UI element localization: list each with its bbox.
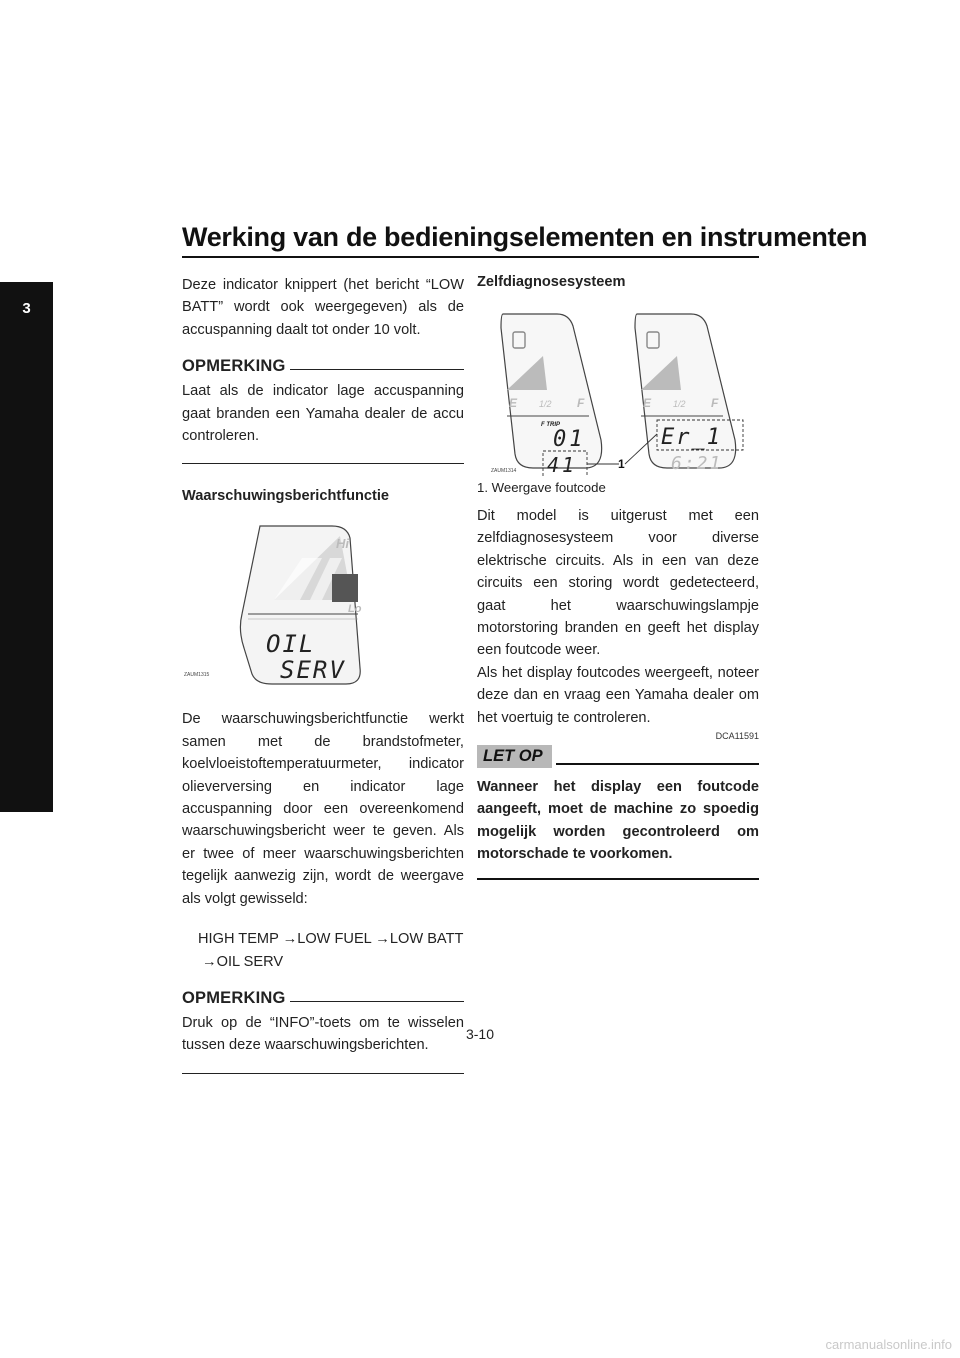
notice-text: Wanneer het display een foutcode aangeeft, moet de machine zo spoedig mogelijk worden gecontroleerd om motorschade te voorkomen.	[477, 779, 759, 863]
note-rule	[290, 369, 464, 370]
note-label-2: OPMERKING	[182, 988, 286, 1007]
intro-paragraph: Deze indicator knippert (het bericht “LOW BATT” wordt ook weergegeven) als de accuspanning daalt tot onder 10 volt.	[182, 277, 464, 338]
error-display-illustration	[477, 304, 759, 476]
chapter-number: 3	[22, 300, 31, 317]
note-end-rule-2	[182, 1073, 464, 1074]
note-label: OPMERKING	[182, 357, 286, 376]
lo-label: Lo	[348, 603, 362, 616]
notice-code: DCA11591	[715, 731, 759, 742]
figure-code-right: ZAUM1314	[491, 468, 517, 474]
gauge-e-right: E	[643, 396, 652, 410]
digits-top: 01	[553, 427, 586, 452]
note-text-2: Druk op de “INFO”-toets om te wisselen tussen deze waarschuwingsberichten.	[182, 1014, 464, 1054]
gauge-half-right: 1/2	[673, 399, 686, 409]
page-number: 3-10	[465, 1026, 495, 1042]
section-heading-warning-messages: Waarschuwingsberichtfunctie	[182, 488, 390, 505]
self-diagnosis-paragraph-1: Dit model is uitgerust met een zelfdiagnosesysteem voor diverse elektrische circuits. Als in een van deze circuits een storing wordt gedetecteerd, gaat het waarschuwingslampje motorstoring branden en geeft het display een foutcode weer.	[477, 508, 759, 659]
notice-heading	[477, 745, 759, 768]
warning-body-paragraph: De waarschuwingsberichtfunctie werkt samen met de brandstofmeter, koelvloeistoftemperatuurmeter, indicator olieverversing en indicator lage accuspanning door een overeenkomend waarschuwingsbericht weer te geven. Als er twee of meer waarschuwingsberichten tegelijk aanwezig zijn, wordt de weergave als volgt gewisseld:	[182, 711, 464, 907]
warning-display-drawing	[182, 518, 464, 698]
notice-end-rule	[477, 878, 759, 880]
error-display-drawing	[477, 304, 759, 476]
note-heading-2	[182, 989, 464, 1008]
note-end-rule	[182, 463, 464, 464]
warning-display-illustration	[182, 518, 464, 698]
gauge-e-left: E	[509, 396, 518, 410]
right-column	[477, 274, 759, 880]
clock-readout: 6:21	[671, 453, 723, 474]
gauge-f-left: F	[577, 396, 585, 410]
lcd-line-1: OIL	[266, 630, 316, 659]
left-column	[182, 274, 464, 1074]
watermark: carmanualsonline.info	[825, 1337, 952, 1352]
chapter-tab	[0, 282, 53, 812]
self-diagnosis-paragraph-2: Als het display foutcodes weergeeft, noteer deze dan en vraag een Yamaha dealer om het voertuig te controleren.	[477, 664, 759, 726]
ftrip-label: F TRIP	[541, 422, 560, 428]
digits-bottom: 41	[547, 453, 578, 476]
lcd-line-2: SERV	[280, 656, 346, 685]
note-text: Laat als de indicator lage accuspanning gaat branden een Yamaha dealer de accu controleren.	[182, 383, 464, 445]
page-header-title: Werking van de bedieningselementen en instrumenten	[182, 222, 868, 252]
note-heading	[182, 357, 464, 376]
figure-code: ZAUM1315	[184, 672, 210, 679]
hi-label: Hi	[336, 536, 349, 552]
message-sequence: HIGH TEMP →LOW FUEL →LOW BATT →OIL SERV	[198, 931, 464, 970]
figure-caption: 1. Weergave foutcode	[477, 480, 606, 495]
notice-rule	[556, 763, 759, 765]
gauge-f-right: F	[711, 396, 719, 410]
note-rule-2	[290, 1001, 464, 1002]
header-rule	[182, 256, 759, 258]
callout-number: 1	[618, 457, 625, 471]
gauge-half-left: 1/2	[539, 399, 552, 409]
notice-label: LET OP	[477, 745, 552, 768]
error-code: Er_1	[661, 425, 722, 450]
section-heading-self-diagnosis: Zelfdiagnosesysteem	[477, 274, 626, 290]
